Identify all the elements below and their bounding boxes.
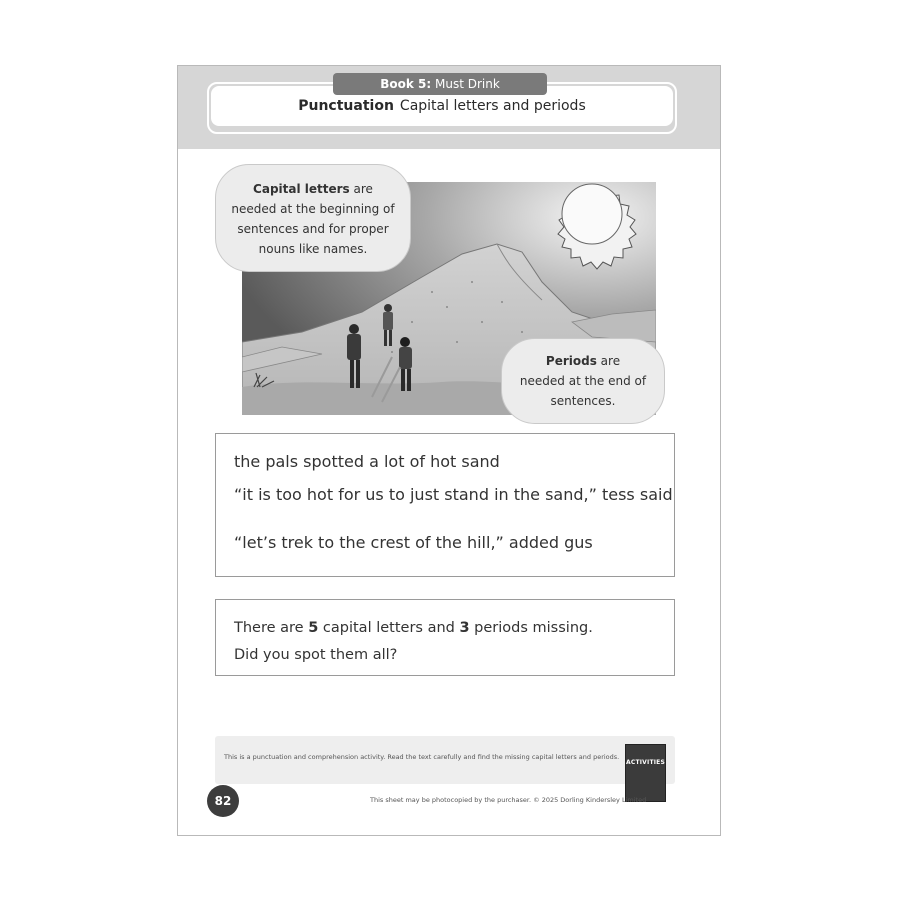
book-title: Must Drink (434, 77, 500, 91)
periods-line: sentences. (550, 394, 616, 408)
periods-term: Periods (545, 354, 597, 368)
thumb-title: ACTIVITIES (626, 759, 665, 766)
capital-letters-line: sentences and for proper (237, 222, 389, 236)
activity-line: “let’s trek to the crest of the hill,” added gus (234, 533, 593, 552)
page-number: 82 (207, 785, 239, 817)
activity-line: “it is too hot for us to just stand in the sand,” tess said (234, 485, 673, 504)
activity-text-box (215, 433, 675, 577)
summary-text: capital letters and (318, 620, 460, 636)
periods-bubble (501, 338, 665, 424)
capital-letters-term: Capital letters (253, 182, 350, 196)
summary-line-2: Did you spot them all? (234, 647, 398, 663)
periods-line: needed at the end of (519, 374, 647, 388)
summary-text: There are (234, 620, 309, 636)
capital-letters-line: needed at the beginning of (231, 202, 395, 216)
periods-count: 3 (459, 620, 470, 636)
capitals-count: 5 (308, 620, 319, 636)
periods-are: are (596, 354, 621, 368)
capital-letters-line: nouns like names. (258, 242, 368, 256)
capital-letters-bubble (215, 164, 411, 272)
worksheet-page (177, 65, 721, 836)
activity-line: the pals spotted a lot of hot sand (234, 452, 500, 471)
book-label: Book 5: (380, 77, 432, 91)
summary-text: periods missing. (469, 620, 593, 636)
topic-label: Punctuation (298, 98, 394, 114)
book-tab (333, 73, 547, 95)
footer-note: This is a punctuation and comprehension activity. Read the text carefully and find the missing capital letters and periods. (215, 736, 675, 784)
book-cover-thumbnail (625, 744, 666, 802)
summary-box (215, 599, 675, 676)
subtopic-label: Capital letters and periods (399, 98, 586, 114)
capital-letters-are: are (349, 182, 373, 196)
copyright-notice: This sheet may be photocopied by the purchaser. © 2025 Dorling Kindersley Limited (370, 796, 647, 804)
summary-line-1 (234, 615, 674, 642)
